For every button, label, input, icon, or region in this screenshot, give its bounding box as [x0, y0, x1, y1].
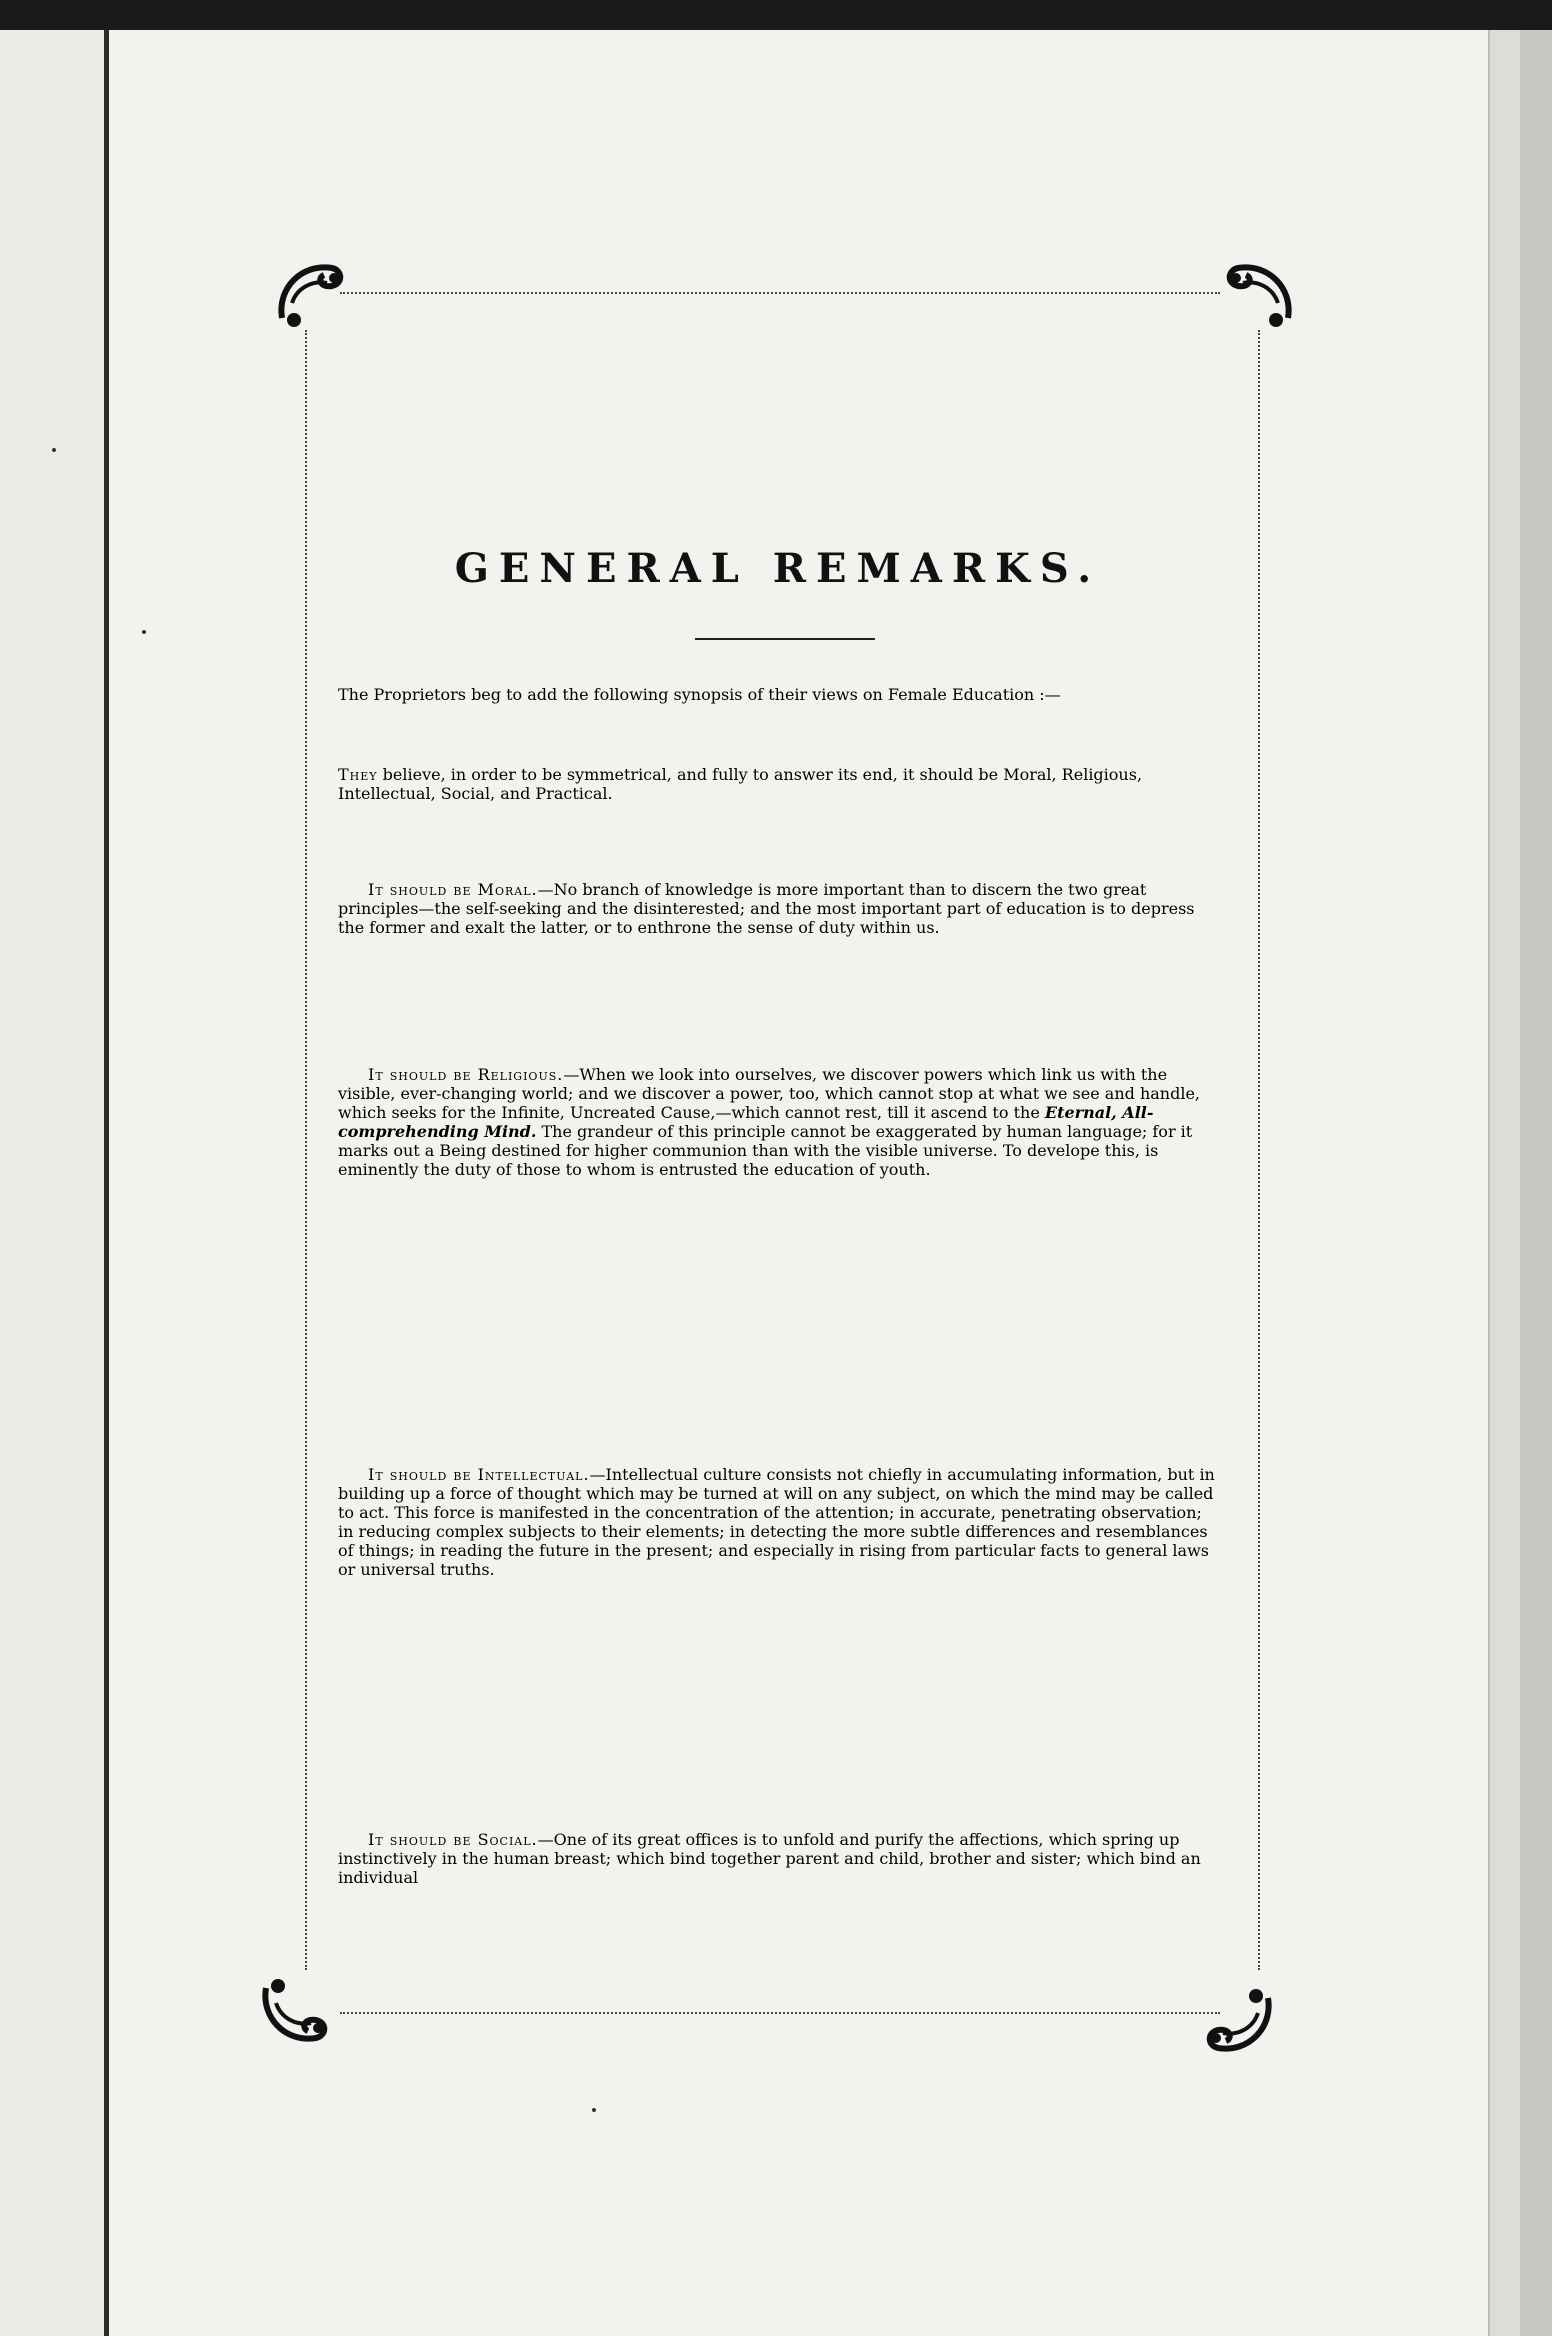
intellectual-paragraph — [338, 1465, 1218, 1579]
scan-speck — [592, 2108, 596, 2112]
corner-flourish-icon — [256, 1966, 338, 2048]
heading-divider — [695, 638, 875, 640]
intellectual-text: —Intellectual culture consists not chiefly in accumulating information, but in building up a force of thought which may be turned at will on any subject, on which the mind may be called to act. This force is manifested in the concentration of the attention; in accurate, penetrating observation; in reducing complex subjects to their elements; in detecting the more subtle differences and resemblances of things; in reading the future in the present; and especially in rising from particular facts to general laws or universal truths. — [338, 1465, 1215, 1579]
border-bottom — [340, 2012, 1220, 2014]
intro-paragraph: The Proprietors beg to add the following synopsis of their views on Female Education :— — [338, 685, 1061, 704]
page-stack-edge-outer — [1520, 30, 1552, 2336]
religious-text-2: The grandeur of this principle cannot be exaggerated by human language; for it marks out a Being destined for higher communion than with the visible universe. To develope this, is eminently the duty of those to whom is entrusted the education of youth. — [338, 1122, 1193, 1179]
corner-flourish-icon — [1196, 1976, 1278, 2058]
border-right — [1258, 330, 1260, 1970]
corner-flourish-icon — [272, 258, 354, 340]
border-top — [340, 292, 1220, 294]
social-lead: It should be Social. — [368, 1830, 538, 1849]
religious-paragraph — [338, 1065, 1218, 1179]
book-spine — [104, 30, 109, 2336]
they-text: believe, in order to be symmetrical, and fully to answer its end, it should be Moral, Religious, Intellectual, Social, and Practical. — [338, 765, 1143, 803]
religious-italic: Eternal, All-comprehending Mind. — [338, 1103, 1154, 1141]
they-lead: They — [338, 765, 378, 784]
scan-top-edge — [0, 0, 1552, 30]
intellectual-lead: It should be Intellectual. — [368, 1465, 590, 1484]
border-left — [305, 330, 307, 1970]
social-paragraph — [338, 1830, 1218, 1887]
they-paragraph — [338, 765, 1218, 803]
facing-page-edge — [0, 30, 104, 2336]
moral-text: —No branch of knowledge is more important than to discern the two great principles—the self-seeking and the disinterested; and the most important part of education is to depress the former and exalt the latter, or to enthrone the sense of duty within us. — [338, 880, 1195, 937]
social-text: —One of its great offices is to unfold and purify the affections, which spring up instinctively in the human breast; which bind together parent and child, brother and sister; which bind an individual — [338, 1830, 1201, 1887]
scan-speck — [142, 630, 146, 634]
religious-text-1: —When we look into ourselves, we discover powers which link us with the visible, ever-changing world; and we discover a power, too, which cannot stop at what we see and handle, which seeks for the Infinite, Uncreated Cause,—which cannot rest, till it ascend to the — [338, 1065, 1201, 1122]
religious-lead: It should be Religious. — [368, 1065, 564, 1084]
corner-flourish-icon — [1216, 258, 1298, 340]
moral-paragraph — [338, 880, 1218, 937]
scan-speck — [52, 448, 56, 452]
page-heading: GENERAL REMARKS. — [454, 545, 1102, 592]
moral-lead: It should be Moral. — [368, 880, 538, 899]
